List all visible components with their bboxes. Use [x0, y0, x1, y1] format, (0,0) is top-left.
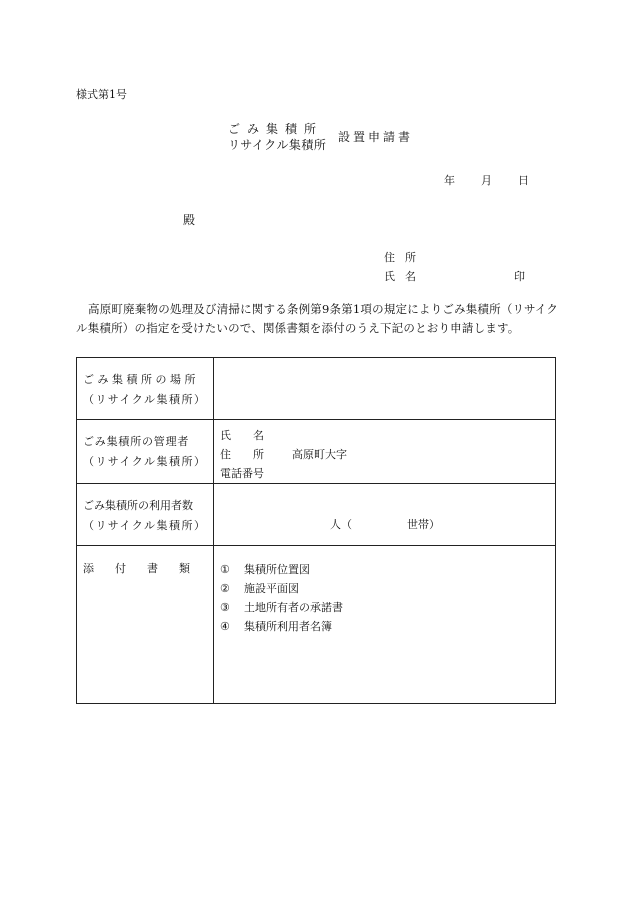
attachments-label-char: 添: [83, 562, 94, 575]
attachments-label-char: 書: [147, 562, 158, 575]
users-count-text: 人（ 世帯）: [330, 518, 440, 531]
manager-label-line2: （リサイクル集積所）: [83, 455, 207, 468]
applicant-name-label: 氏名: [384, 270, 426, 283]
row-attachments: [77, 546, 556, 704]
manager-address-label: 住 所: [220, 448, 264, 461]
manager-address-value: 高原町大字: [292, 448, 347, 461]
location-label-line2: （リサイクル集積所）: [83, 393, 207, 406]
row-location: [77, 358, 556, 420]
attachment-item: ④ 集積所利用者名簿: [220, 620, 332, 633]
applicant-block: [384, 248, 525, 286]
title-line-garbage: ごみ集積所: [228, 122, 324, 136]
manager-value[interactable]: [214, 420, 556, 484]
title-subject: [228, 121, 326, 153]
manager-phone-label: 電話番号: [220, 467, 264, 480]
attachment-item: ① 集積所位置図: [220, 563, 310, 576]
location-value[interactable]: [214, 358, 556, 420]
attachment-item: ③ 土地所有者の承諾書: [220, 601, 343, 614]
users-label: [77, 484, 214, 546]
date-month: 月: [481, 174, 492, 187]
attachments-label-char: 類: [179, 562, 190, 575]
users-value[interactable]: [214, 484, 556, 546]
application-table: [76, 357, 556, 704]
date-day: 日: [518, 174, 529, 187]
manager-name-label: 氏 名: [220, 429, 264, 442]
addressee-honorific: 殿: [183, 213, 196, 227]
form-number: 様式第1号: [76, 88, 127, 101]
manager-label: [77, 420, 214, 484]
location-label-line1: ごみ集積所の場所: [83, 373, 199, 386]
users-label-line2: （リサイクル集積所）: [83, 519, 207, 532]
seal-mark: 印: [514, 270, 525, 283]
date-year: 年: [444, 174, 455, 187]
location-label: [77, 358, 214, 420]
manager-label-line1: ごみ集積所の管理者: [83, 435, 190, 448]
users-label-line1: ごみ集積所の利用者数: [83, 499, 193, 512]
row-manager: [77, 420, 556, 484]
attachment-item: ② 施設平面図: [220, 582, 299, 595]
title-suffix: 設置申請書: [338, 130, 414, 144]
applicant-address-label: 住所: [384, 251, 426, 264]
attachments-list: [214, 546, 556, 704]
application-statement: 高原町廃棄物の処理及び清掃に関する条例第9条第1項の規定によりごみ集積所（リサイクル集積所）の指定を受けたいので、関係書類を添付のうえ下記のとおり申請します。: [76, 302, 559, 335]
attachments-label: [77, 546, 214, 704]
row-users: [77, 484, 556, 546]
date-line: [444, 172, 529, 188]
title-line-recycle: リサイクル集積所: [228, 138, 327, 152]
attachments-label-char: 付: [115, 562, 126, 575]
